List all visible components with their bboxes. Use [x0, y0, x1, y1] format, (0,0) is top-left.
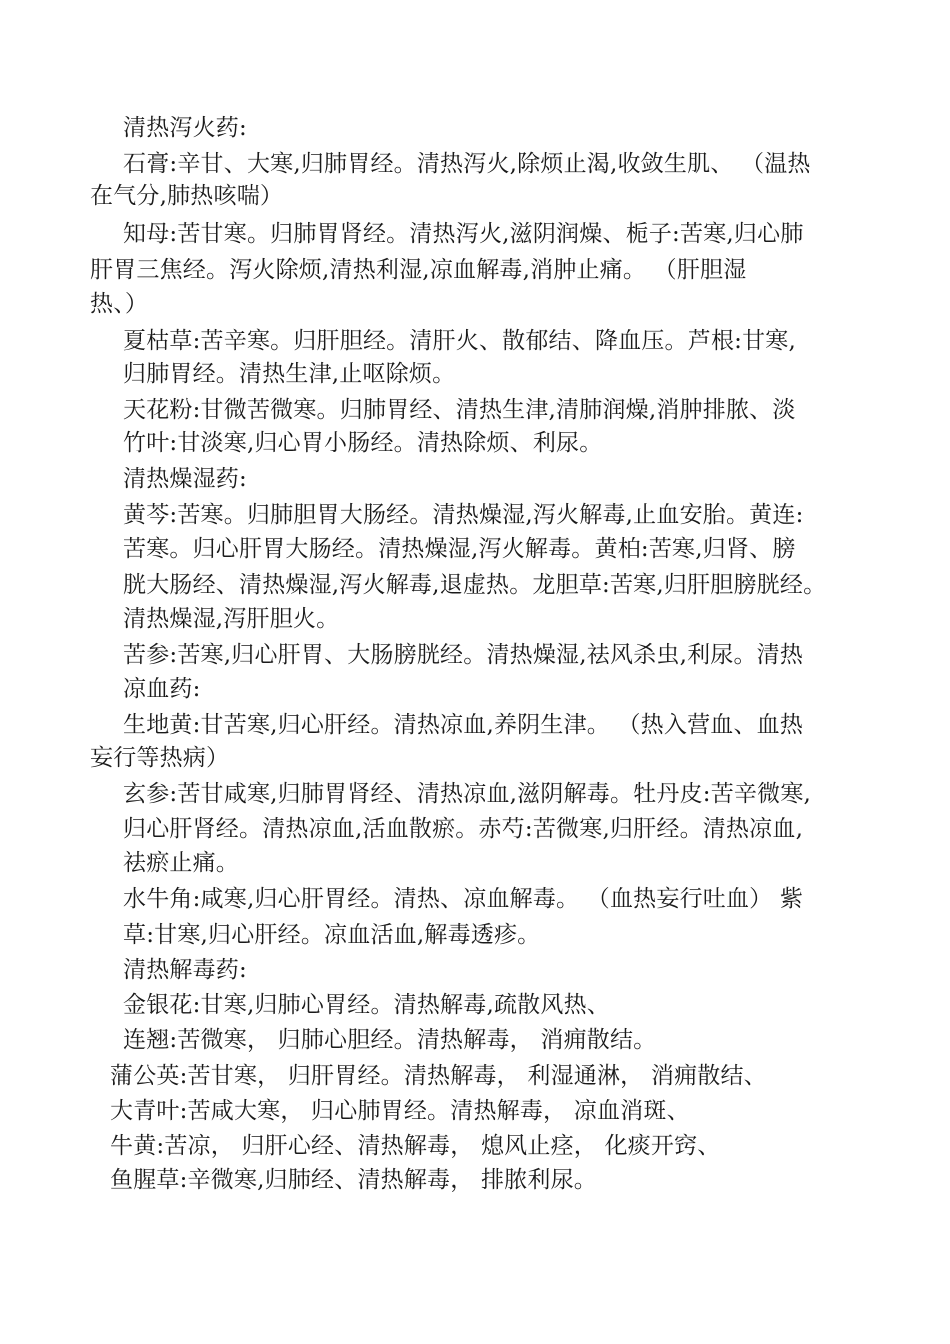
text-line: 大青叶:苦咸大寒， 归心肺胃经。清热解毒， 凉血消斑、	[110, 1098, 690, 1124]
heading-qingre-xiehuo: 清热泻火药:	[123, 115, 247, 141]
text-line: 水牛角:咸寒,归心肝胃经。清热、凉血解毒。 （血热妄行吐血） 紫	[123, 886, 804, 912]
text-line: 石膏:辛甘、大寒,归肺胃经。清热泻火,除烦止渴,收敛生肌、 （温热	[123, 151, 811, 177]
heading-qingre-jiedu: 清热解毒药:	[123, 957, 247, 983]
text-line: 清热燥湿,泻肝胆火。	[123, 606, 340, 632]
text-line: 知母:苦甘寒。归肺胃肾经。清热泻火,滋阴润燥、栀子:苦寒,归心肺	[123, 221, 804, 247]
text-line: 竹叶:甘淡寒,归心胃小肠经。清热除烦、利尿。	[123, 430, 603, 456]
text-line: 鱼腥草:辛微寒,归肺经、清热解毒， 排脓利尿。	[110, 1167, 597, 1193]
text-line: 天花粉:甘微苦微寒。归肺胃经、清热生津,清肺润燥,消肿排脓、淡	[123, 397, 796, 423]
text-line: 归肺胃经。清热生津,止呕除烦。	[123, 361, 456, 387]
text-line: 妄行等热病）	[90, 745, 230, 771]
heading-qingre-zaoshi: 清热燥湿药:	[123, 466, 247, 492]
text-line: 胱大肠经、清热燥湿,泻火解毒,退虚热。龙胆草:苦寒,归肝胆膀胱经。	[123, 572, 827, 598]
text-line: 蒲公英:苦甘寒， 归肝胃经。清热解毒， 利湿通淋， 消痈散结、	[110, 1063, 767, 1089]
text-line: 金银花:甘寒,归肺心胃经。清热解毒,疏散风热、	[123, 992, 610, 1018]
text-line: 夏枯草:苦辛寒。归肝胆经。清肝火、散郁结、降血压。芦根:甘寒,	[123, 328, 797, 354]
text-line: 玄参:苦甘咸寒,归肺胃肾经、清热凉血,滋阴解毒。牡丹皮:苦辛微寒,	[123, 781, 812, 807]
text-line: 牛黄:苦凉， 归肝心经、清热解毒， 熄风止痉， 化痰开窍、	[110, 1133, 721, 1159]
text-line: 草:甘寒,归心肝经。凉血活血,解毒透疹。	[123, 922, 541, 948]
text-line: 祛瘀止痛。	[123, 850, 239, 876]
text-line: 黄芩:苦寒。归肺胆胃大肠经。清热燥湿,泻火解毒,止血安胎。黄连:	[123, 502, 804, 528]
text-line: 肝胃三焦经。泻火除烦,清热利湿,凉血解毒,消肿止痛。 （肝胆湿	[90, 257, 747, 283]
text-line: 苦寒。归心肝胃大肠经。清热燥湿,泻火解毒。黄柏:苦寒,归肾、膀	[123, 536, 796, 562]
text-line: 生地黄:甘苦寒,归心肝经。清热凉血,养阴生津。 （热入营血、血热	[123, 712, 804, 738]
heading-qingre-liangxue: 凉血药:	[123, 676, 201, 702]
text-line: 连翘:苦微寒， 归肺心胆经。清热解毒， 消痈散结。	[123, 1027, 657, 1053]
text-line: 苦参:苦寒,归心肝胃、大肠膀胱经。清热燥湿,祛风杀虫,利尿。清热	[123, 642, 804, 668]
text-line: 归心肝肾经。清热凉血,活血散瘀。赤芍:苦微寒,归肝经。清热凉血,	[123, 816, 804, 842]
text-line: 在气分,肺热咳喘）	[90, 183, 284, 209]
text-line: 热、）	[90, 291, 149, 317]
